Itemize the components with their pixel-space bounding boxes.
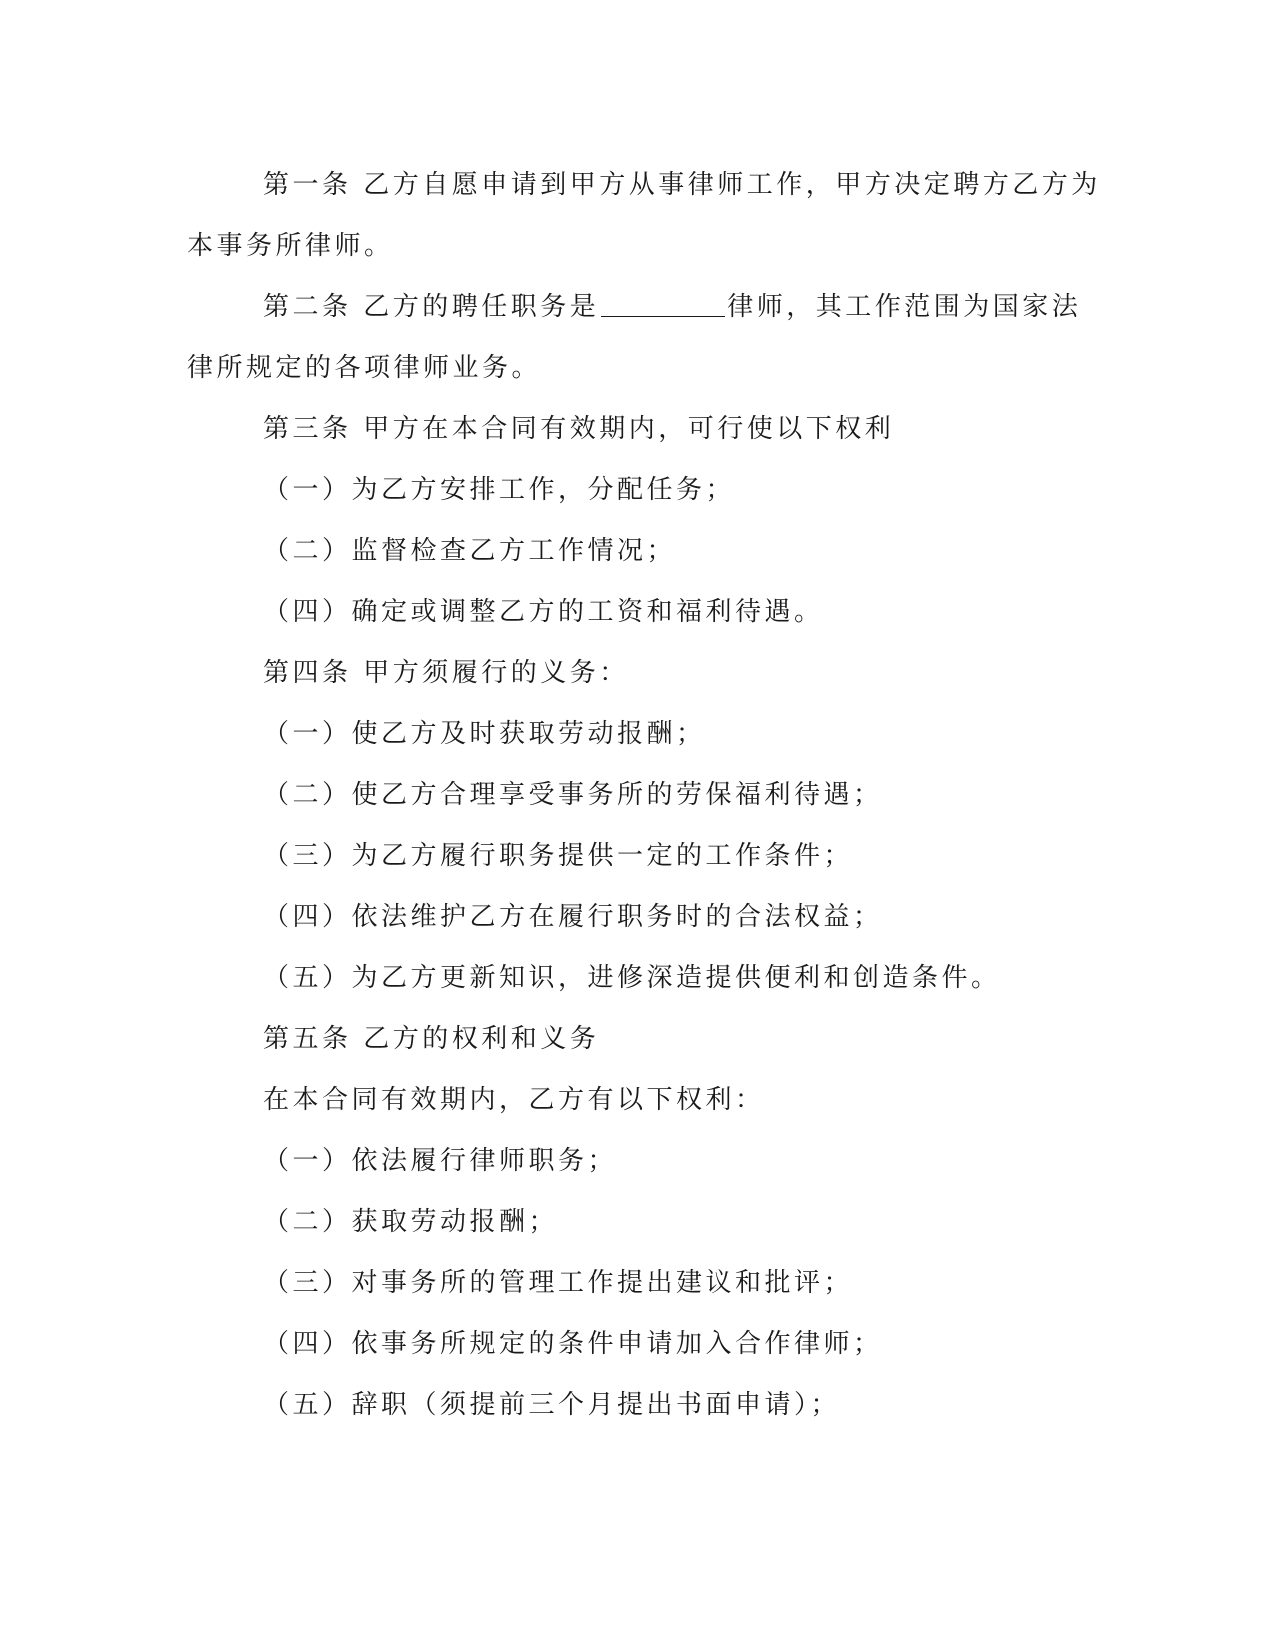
article-5-item: （三）对事务所的管理工作提出建议和批评；	[263, 1268, 854, 1298]
article-4-item: （一）使乙方及时获取劳动报酬；	[263, 719, 706, 749]
article-5-heading: 第五条 乙方的权利和义务	[263, 1024, 600, 1054]
article-4-item: （五）为乙方更新知识，进修深造提供便利和创造条件。	[263, 963, 1001, 993]
article-2-line-1	[187, 277, 1087, 338]
article-5-intro: 在本合同有效期内，乙方有以下权利：	[263, 1085, 765, 1115]
article-5-item: （一）依法履行律师职务；	[263, 1146, 618, 1176]
article-1-line-1: 第一条 乙方自愿申请到甲方从事律师工作，甲方决定聘方乙方为	[263, 170, 1101, 200]
article-3-item: （四）确定或调整乙方的工资和福利待遇。	[263, 597, 824, 627]
article-3-item: （一）为乙方安排工作，分配任务；	[263, 475, 736, 505]
article-4-item: （三）为乙方履行职务提供一定的工作条件；	[263, 841, 854, 871]
article-2-text-after-blank: 律师，其工作范围为国家法	[727, 292, 1082, 322]
contract-body	[187, 155, 1101, 1436]
article-4-item: （四）依法维护乙方在履行职务时的合法权益；	[263, 902, 883, 932]
article-2-text-before-blank: 第二条 乙方的聘任职务是	[263, 292, 600, 322]
article-3-item: （二）监督检查乙方工作情况；	[263, 536, 677, 566]
article-4-item: （二）使乙方合理享受事务所的劳保福利待遇；	[263, 780, 883, 810]
article-4-heading: 第四条 甲方须履行的义务：	[263, 658, 629, 688]
article-5-item: （四）依事务所规定的条件申请加入合作律师；	[263, 1329, 883, 1359]
position-blank-field	[601, 288, 725, 317]
article-5-item: （五）辞职（须提前三个月提出书面申请）；	[263, 1390, 841, 1420]
article-1-line-2: 本事务所律师。	[187, 231, 394, 261]
article-3-heading: 第三条 甲方在本合同有效期内，可行使以下权利	[263, 414, 895, 444]
article-5-item: （二）获取劳动报酬；	[263, 1207, 559, 1237]
article-2-line-2: 律所规定的各项律师业务。	[187, 353, 542, 383]
